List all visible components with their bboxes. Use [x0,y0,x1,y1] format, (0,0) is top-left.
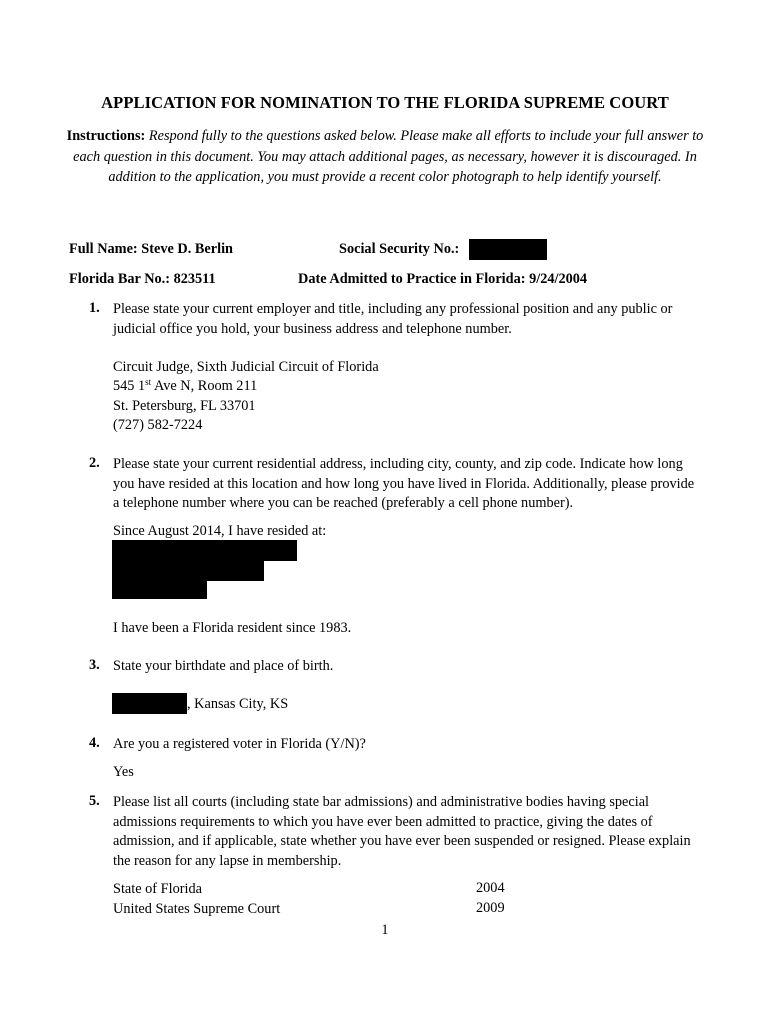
question-1-answer-line: Circuit Judge, Sixth Judicial Circuit of Florida [113,359,379,375]
question-4-text: Are you a registered voter in Florida (Y/N)? [113,736,366,752]
address-redaction-2 [112,560,264,581]
date-admitted-field: Date Admitted to Practice in Florida: 9/24/2004 [298,271,588,287]
instructions-text: Respond fully to the questions asked below. Please make all efforts to include your full answer to each question in this document. You may attach additional pages, as necessary, however it is discouraged. In addition to the application, you must provide a recent color photograph to help identify yourself. [73,128,704,185]
question-1-number: 1. [89,300,100,316]
question-3-answer-place: , Kansas City, KS [187,696,289,712]
admission-year: 2009 [476,900,505,916]
page-number: 1 [381,922,389,938]
instructions-label: Instructions: [66,128,146,144]
question-1-answer-phone: (727) 582-7224 [113,417,203,433]
address-redaction-3 [112,579,207,599]
admission-year: 2004 [476,880,505,896]
question-3-text: State your birthdate and place of birth. [113,658,334,674]
question-2-number: 2. [89,455,100,471]
document-title: APPLICATION FOR NOMINATION TO THE FLORIDA SUPREME COURT [101,93,669,112]
question-5-number: 5. [89,793,100,809]
bar-number-field: Florida Bar No.: 823511 [69,271,216,287]
question-1-answer-address: 545 1st Ave N, Room 211 [113,377,258,394]
ssn-redaction [469,239,547,260]
question-3-number: 3. [89,657,100,673]
admission-court: State of Florida [113,881,202,897]
question-1-answer-city: St. Petersburg, FL 33701 [113,398,256,414]
address-redaction-1 [112,540,297,561]
question-5-text: Please list all courts (including state bar admissions) and administrative bodies having special admissions requirements to which you have ever been admitted to practice, giving the dates of admission, and if applicable, state whether you have ever been suspended or resigned. Please explain the reason for any lapse in membership. [113,794,691,869]
question-4-answer: Yes [113,764,134,780]
question-2-text: Please state your current residential address, including city, county, and zip code. Indicate how long you have resided at this location and how long you have lived in Florida. Additionally, please provide a telephone number where you can be reached (preferably a cell phone number). [113,456,695,511]
question-2-answer-residency: I have been a Florida resident since 1983. [113,620,352,636]
question-4-number: 4. [89,735,100,751]
instructions [64,126,706,188]
question-1-text: Please state your current employer and title, including any professional position and any public or judicial office you hold, your business address and telephone number. [113,301,673,337]
question-2-answer-line: Since August 2014, I have resided at: [113,523,327,539]
full-name-field: Full Name: Steve D. Berlin [69,241,233,257]
admission-court: United States Supreme Court [113,901,281,917]
ssn-label: Social Security No.: [339,241,460,257]
birthdate-redaction [112,693,187,714]
